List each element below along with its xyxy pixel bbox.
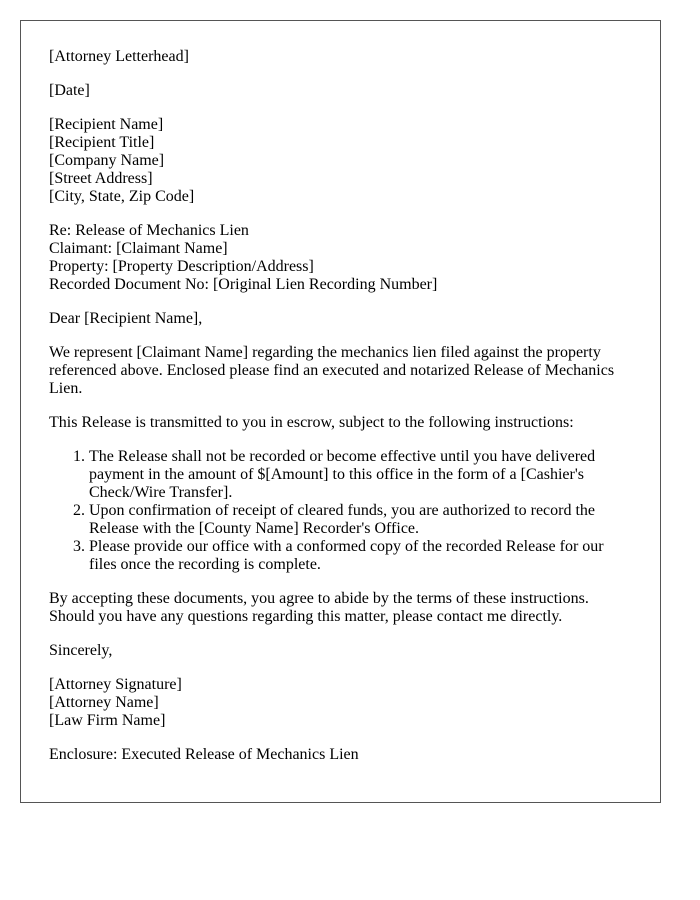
street-address: [Street Address] [49, 170, 153, 187]
terms-paragraph: By accepting these documents, you agree to abide by the terms of these instructions. Should you have any questions regarding this matter, please contact me directly. [49, 590, 589, 625]
law-firm-name: [Law Firm Name] [49, 712, 166, 729]
city-state-zip: [City, State, Zip Code] [49, 188, 195, 205]
escrow-paragraph: This Release is transmitted to you in escrow, subject to the following instructions: [49, 414, 574, 431]
instruction-item: 3. Please provide our office with a conformed copy of the recorded Release for our files once the recording is complete. [89, 538, 632, 574]
property-line: Property: [Property Description/Address] [49, 258, 314, 275]
instructions-list [49, 448, 632, 574]
recipient-block [49, 116, 632, 206]
company-name: [Company Name] [49, 152, 165, 169]
instruction-item: 2. Upon confirmation of receipt of cleared funds, you are authorized to record the Release with the [County Name] Recorder's Office. [89, 502, 632, 538]
letterhead: [Attorney Letterhead] [49, 48, 189, 65]
intro-paragraph: We represent [Claimant Name] regarding the mechanics lien filed against the property referenced above. Enclosed please find an executed and notarized Release of Mechanics Lien. [49, 344, 615, 397]
instruction-item: 1. The Release shall not be recorded or become effective until you have delivered payment in the amount of $[Amount] to this office in the form of a [Cashier's Check/Wire Transfer]. [89, 448, 632, 502]
enclosure: Enclosure: Executed Release of Mechanics Lien [49, 746, 359, 763]
document-number-line: Recorded Document No: [Original Lien Recording Number] [49, 276, 438, 293]
salutation: Dear [Recipient Name], [49, 310, 203, 327]
re-line: Re: Release of Mechanics Lien [49, 222, 249, 239]
recipient-name: [Recipient Name] [49, 116, 164, 133]
claimant-line: Claimant: [Claimant Name] [49, 240, 228, 257]
closing: Sincerely, [49, 642, 113, 659]
recipient-title: [Recipient Title] [49, 134, 155, 151]
reference-block [49, 222, 632, 294]
letter-document [20, 20, 661, 803]
date: [Date] [49, 82, 90, 99]
attorney-name: [Attorney Name] [49, 694, 159, 711]
signature-block [49, 676, 632, 730]
attorney-signature: [Attorney Signature] [49, 676, 182, 693]
